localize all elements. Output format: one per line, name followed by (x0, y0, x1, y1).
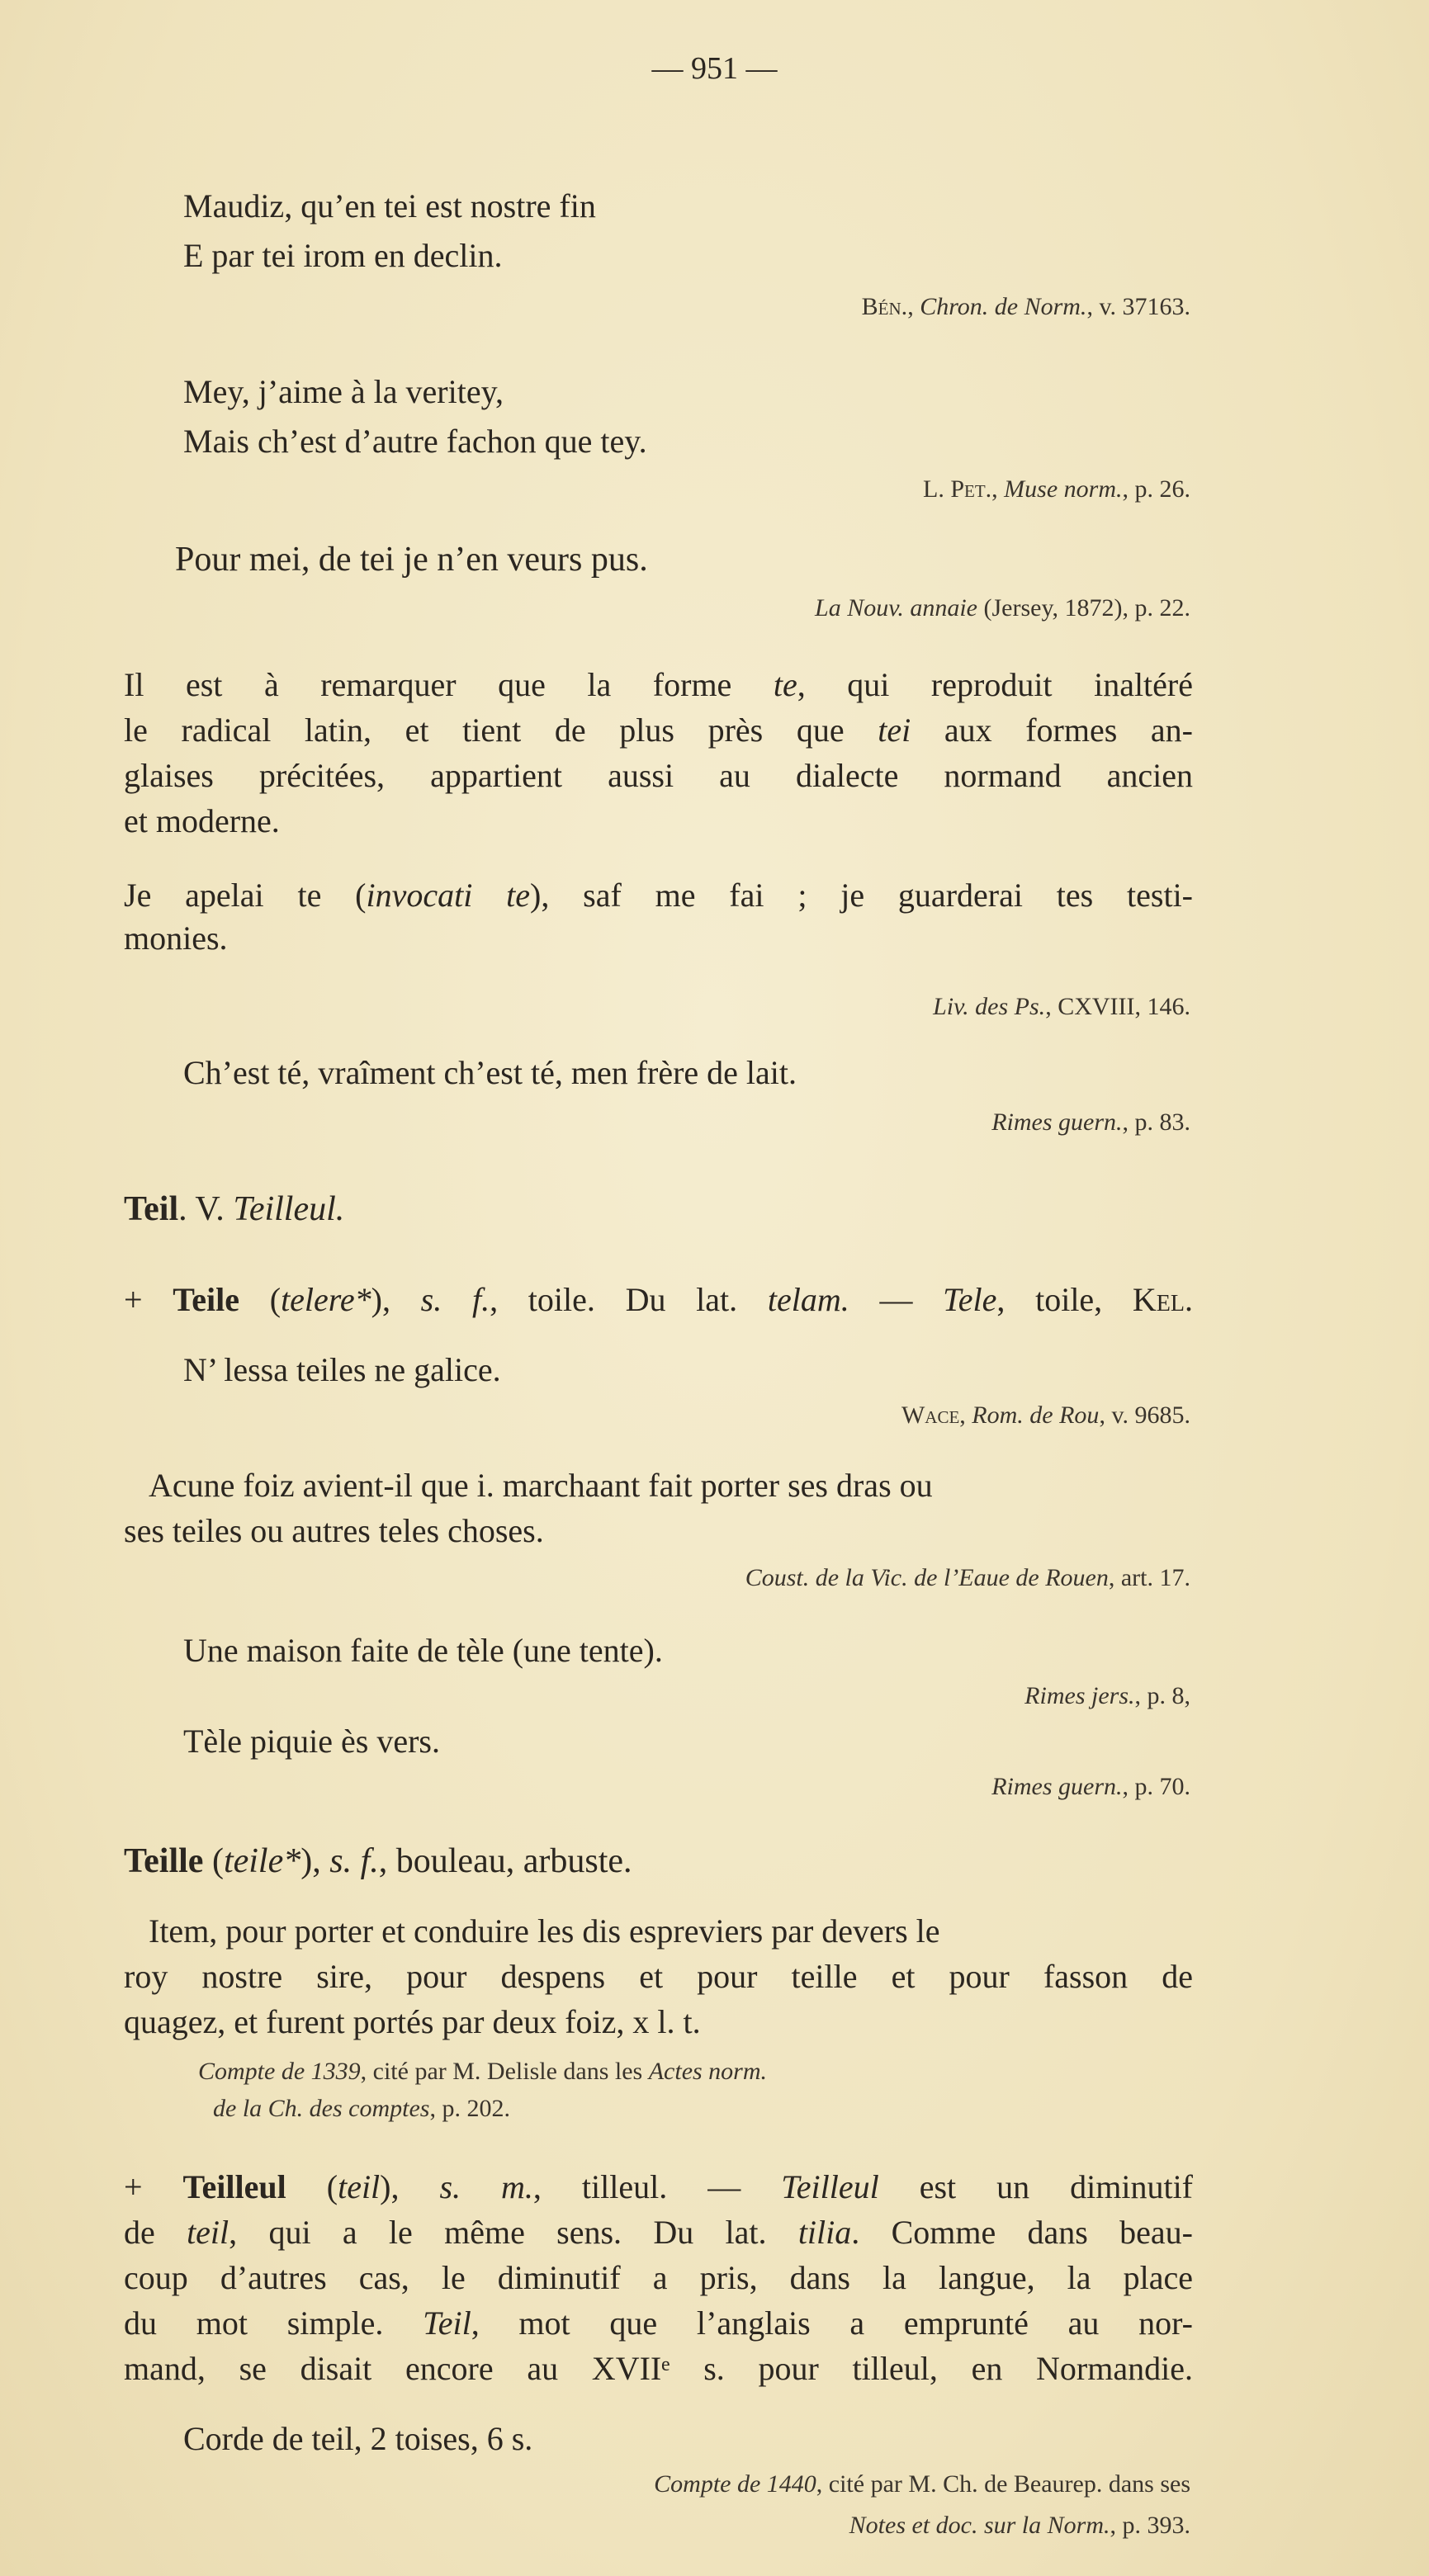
verse-line (183, 1052, 797, 1094)
citation (745, 1562, 1190, 1595)
entry-heading (124, 1189, 344, 1230)
italic-text: Coust. de la Vic. de l’Eaue de Rouen (745, 1564, 1109, 1591)
text: , toile, (996, 1281, 1133, 1318)
verse-line (183, 421, 647, 462)
text: Une maison faite de tèle (une tente). (183, 1632, 663, 1669)
text: ), saf me fai ; je guarderai tes testi- (530, 877, 1194, 914)
text: Pour mei, de tei je n’en veurs pus. (175, 541, 648, 579)
text: , p. 26. (1122, 475, 1190, 503)
text: Maudiz, qu’en tei est nostre fin (183, 187, 596, 225)
paragraph-line (124, 2257, 1193, 2299)
text: , (991, 475, 1005, 503)
text: et moderne. (124, 802, 280, 839)
italic-text: telere* (281, 1281, 371, 1318)
text: ( (239, 1281, 282, 1318)
italic-text: tilia (797, 2214, 852, 2251)
verse-line (183, 371, 504, 413)
italic-text: Compte de 1339 (198, 2058, 361, 2085)
italic-text: s. f. (420, 1281, 490, 1318)
text: , qui reproduit inaltéré (797, 666, 1194, 703)
italic-text: Chron. de Norm. (920, 293, 1087, 320)
text: , p. 8, (1134, 1682, 1190, 1709)
author-name: L. Pet. (923, 475, 992, 503)
text: E par tei irom en declin. (183, 237, 503, 274)
text: de (124, 2214, 187, 2251)
paragraph-line (124, 918, 228, 959)
text: Mais ch’est d’autre fachon que tey. (183, 423, 647, 460)
text: N’ lessa teiles ne galice. (183, 1351, 501, 1388)
text: est un diminutif (878, 2168, 1193, 2205)
text: . V. (178, 1190, 234, 1228)
text: , p. 393. (1110, 2512, 1190, 2539)
text: , p. 70. (1122, 1773, 1190, 1800)
italic-text: de la Ch. des comptes (213, 2095, 430, 2122)
italic-text: Teilleul (781, 2168, 879, 2205)
headword: Teille (124, 1842, 204, 1880)
text: aux formes an- (911, 711, 1193, 749)
text: , v. 9685. (1099, 1401, 1190, 1429)
citation (198, 2055, 767, 2088)
text: ), (380, 2168, 440, 2205)
italic-text: tei (878, 711, 911, 749)
text: — (849, 1281, 944, 1318)
italic-text: Tele (943, 1281, 997, 1318)
text: , cité par M. Delisle dans les (360, 2058, 649, 2085)
text: + (124, 1281, 173, 1318)
text: quagez, et furent portés par deux foiz, x l. t. (124, 2003, 701, 2040)
italic-text: Muse norm. (1004, 475, 1123, 503)
paragraph-line (124, 755, 1193, 796)
headword: Teilleul (182, 2168, 286, 2205)
text: Corde de teil, 2 toises, 6 s. (183, 2420, 533, 2457)
paragraph-line (124, 664, 1193, 706)
text: , toile. Du lat. (490, 1281, 768, 1318)
paragraph-line (124, 875, 1193, 916)
author-name: Bén. (861, 293, 908, 320)
text: (Jersey, 1872), p. 22. (977, 594, 1190, 622)
italic-text: teile* (223, 1842, 301, 1880)
citation (991, 1106, 1190, 1139)
text: ( (286, 2168, 338, 2205)
text: , qui a le même sens. Du lat. (229, 2214, 798, 2251)
italic-text: Rimes guern. (991, 1108, 1123, 1136)
italic-text: Notes et doc. sur la Norm. (849, 2512, 1110, 2539)
quote-line (183, 1349, 501, 1391)
text: , p. 202. (429, 2095, 510, 2122)
paragraph-line (124, 1510, 544, 1552)
text: , (959, 1401, 972, 1429)
headword: Teil (124, 1190, 179, 1228)
text: Je apelai te ( (124, 877, 367, 914)
italic-text: Rimes jers. (1024, 1682, 1135, 1709)
text: mand, se disait encore au XVIIᵉ s. pour tilleul, en Normandie. (124, 2350, 1193, 2387)
verse-line (175, 539, 648, 580)
italic-text: Actes norm. (648, 2058, 768, 2085)
text: Item, pour porter et conduire les dis espreviers par devers le (149, 1912, 940, 1950)
text: coup d’autres cas, le diminutif a pris, dans la langue, la place (124, 2259, 1193, 2296)
quote-line (183, 1630, 663, 1671)
author-name: Kel. (1132, 1281, 1193, 1318)
italic-text: s. m. (439, 2168, 533, 2205)
text: , p. 83. (1122, 1108, 1190, 1136)
italic-text: Liv. des Ps. (933, 993, 1046, 1020)
text: Il est à remarquer que la forme (124, 666, 774, 703)
italic-text: La Nouv. annaie (815, 594, 977, 622)
text: ( (203, 1842, 224, 1880)
text: . Comme dans beau- (851, 2214, 1193, 2251)
italic-text: te (773, 666, 797, 703)
citation (654, 2468, 1190, 2501)
italic-text: telam. (767, 1281, 849, 1318)
paragraph-line (124, 2002, 701, 2043)
citation (862, 291, 1190, 324)
author-name: Wace (901, 1401, 960, 1429)
paragraph-line (149, 1911, 940, 1952)
text: , art. 17. (1108, 1564, 1190, 1591)
entry-heading (124, 1279, 1193, 1321)
citation (991, 1770, 1190, 1803)
italic-text: Rom. de Rou (972, 1401, 1100, 1429)
citation (901, 1399, 1190, 1432)
headword: Teile (173, 1281, 240, 1318)
paragraph-line (124, 1956, 1193, 1997)
text: Ch’est té, vraîment ch’est té, men frère de lait. (183, 1054, 797, 1091)
quote-line (183, 1721, 440, 1762)
paragraph-line (124, 710, 1193, 751)
paragraph-line (124, 2348, 1193, 2389)
italic-text: Teilleul. (233, 1190, 345, 1228)
entry-heading (124, 2167, 1193, 2208)
italic-text: s. f. (329, 1842, 379, 1880)
text: , (907, 293, 920, 320)
paragraph-line (149, 1465, 933, 1506)
text: du mot simple. (124, 2304, 423, 2342)
verse-line (183, 186, 596, 227)
quote-line (183, 2418, 532, 2460)
citation (923, 473, 1190, 506)
text: , CXVIII, 146. (1045, 993, 1190, 1020)
citation (213, 2092, 510, 2125)
citation (933, 990, 1190, 1023)
text: ), (300, 1842, 330, 1880)
text: , cité par M. Ch. de Beaurep. dans ses (816, 2470, 1190, 2498)
text: le radical latin, et tient de plus près que (124, 711, 878, 749)
italic-text: Rimes guern. (991, 1773, 1123, 1800)
italic-text: teil (338, 2168, 381, 2205)
text: , tilleul. — (532, 2168, 782, 2205)
text: Mey, j’aime à la veritey, (183, 373, 504, 410)
citation (1024, 1680, 1190, 1713)
paragraph-line (124, 2212, 1193, 2253)
text: , mot que l’anglais a emprunté au nor- (471, 2304, 1193, 2342)
text: Acune foiz avient-il que i. marchaant fait porter ses dras ou (149, 1467, 933, 1504)
verse-line (183, 235, 503, 277)
italic-text: Teil (423, 2304, 471, 2342)
text: monies. (124, 919, 228, 957)
citation (815, 592, 1190, 625)
text: Tèle piquie ès vers. (183, 1723, 440, 1760)
text: glaises précitées, appartient aussi au dialecte normand ancien (124, 757, 1193, 794)
italic-text: invocati te (366, 877, 531, 914)
text: roy nostre sire, pour despens et pour teille et pour fasson de (124, 1958, 1193, 1995)
italic-text: Compte de 1440 (654, 2470, 816, 2498)
paragraph-line (124, 801, 280, 842)
text: , bouleau, arbuste. (378, 1842, 632, 1880)
page-number: — 951 — (651, 51, 778, 86)
text: + (124, 2168, 183, 2205)
citation (849, 2509, 1190, 2542)
italic-text: teil (187, 2214, 229, 2251)
text: ses teiles ou autres teles choses. (124, 1512, 544, 1549)
paragraph-line (124, 2303, 1193, 2344)
text: , v. 37163. (1086, 293, 1190, 320)
text: ), (371, 1281, 421, 1318)
entry-heading (124, 1841, 632, 1882)
